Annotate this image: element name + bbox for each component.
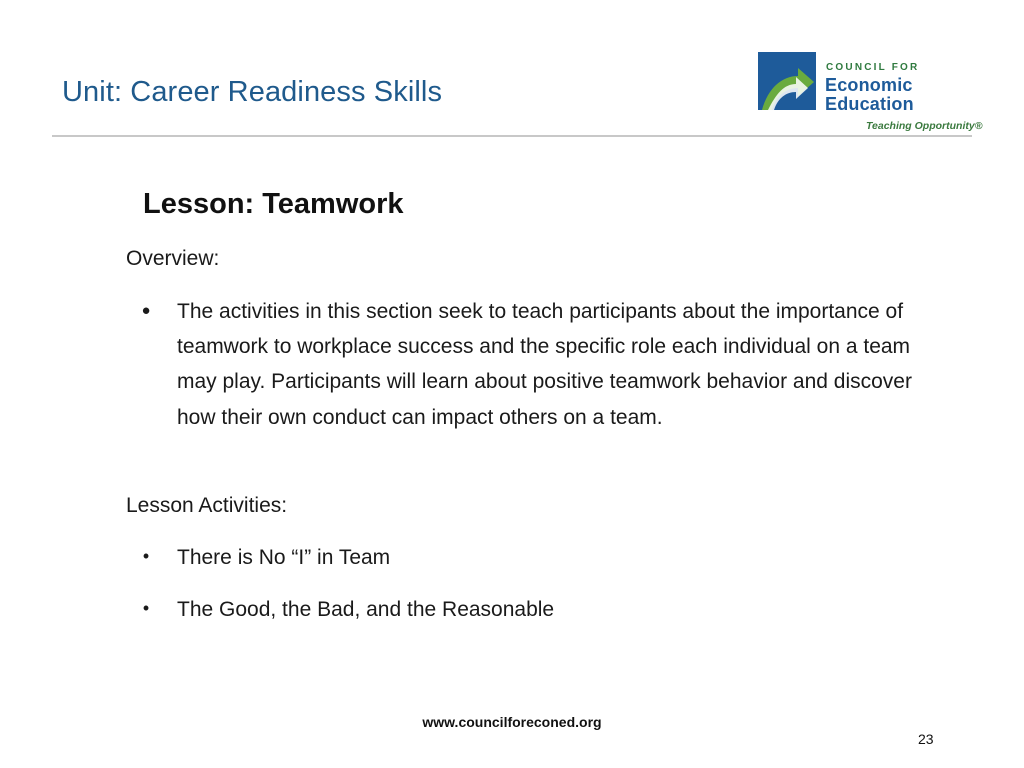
- overview-label: Overview:: [126, 247, 220, 270]
- overview-bullet: ●: [141, 302, 151, 319]
- overview-text: The activities in this section seek to teach participants about the importance of teamwork to workplace success and the specific role each individual on a team may play. Participants will learn about positive teamwork behavior and discover how their own conduct can impact others on a team.: [177, 300, 912, 429]
- activity-item: The Good, the Bad, and the Reasonable: [177, 598, 555, 621]
- page-number: 23: [918, 731, 934, 747]
- council-logo: [758, 52, 983, 136]
- activities-label: Lesson Activities:: [126, 494, 288, 517]
- logo-education: Education: [825, 94, 914, 114]
- activity-bullet: •: [142, 546, 150, 566]
- activity-item: There is No “I” in Team: [177, 546, 391, 569]
- unit-title: Unit: Career Readiness Skills: [62, 76, 443, 108]
- logo-mark-icon: [758, 52, 816, 110]
- logo-council-for: COUNCIL FOR: [826, 62, 920, 73]
- footer-url: www.councilforeconed.org: [422, 714, 602, 730]
- logo-economic: Economic: [825, 75, 913, 95]
- logo-tagline: Teaching Opportunity®: [866, 120, 983, 132]
- lesson-title: Lesson: Teamwork: [143, 188, 404, 220]
- activity-bullet: •: [142, 598, 150, 618]
